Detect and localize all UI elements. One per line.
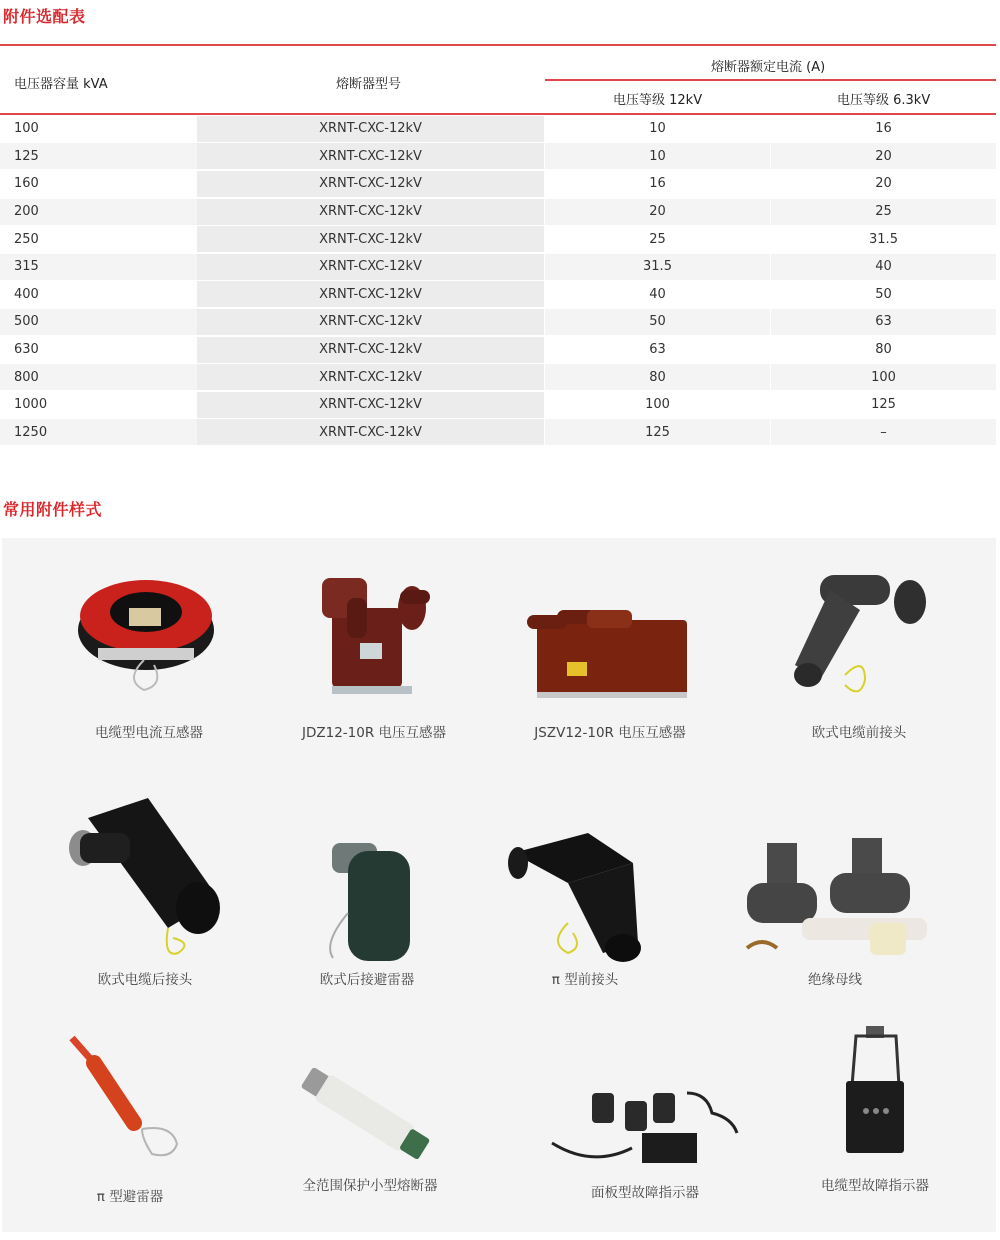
table-row <box>0 363 996 391</box>
accessory-caption: π 型避雷器 <box>96 1189 164 1205</box>
cell-capacity: 630 <box>0 337 197 363</box>
cell-12kv-current: 16 <box>545 171 770 197</box>
cell-12kv-current: 25 <box>545 226 770 252</box>
cell-12kv-current: 80 <box>545 364 770 390</box>
accessory-caption: JSZV12-10R 电压互感器 <box>534 725 686 741</box>
accessory-caption: 面板型故障指示器 <box>591 1185 699 1201</box>
cell-fuse-model: XRNT-CXC-12kV <box>197 309 544 335</box>
cell-6-3kv-current: 31.5 <box>771 226 996 252</box>
cell-capacity: 125 <box>0 143 197 169</box>
cell-6-3kv-current: – <box>771 419 996 445</box>
accessory-caption: 电缆型故障指示器 <box>821 1178 929 1194</box>
cell-fuse-model: XRNT-CXC-12kV <box>197 337 544 363</box>
cell-capacity: 800 <box>0 364 197 390</box>
cell-12kv-current: 100 <box>545 392 770 418</box>
accessory-caption: 欧式电缆后接头 <box>97 972 193 988</box>
accessory-card-4 <box>759 721 959 741</box>
insulated-busbar-image <box>742 838 932 963</box>
accessory-card-9 <box>30 1185 230 1205</box>
section-title-accessory-table: 附件选配表 <box>3 7 86 26</box>
accessory-caption: 绝缘母线 <box>808 972 862 988</box>
cell-6-3kv-current: 20 <box>771 143 996 169</box>
accessory-card-5 <box>45 968 245 988</box>
table-row <box>0 115 996 143</box>
fuse-selection-table <box>0 44 996 446</box>
table-row <box>0 281 996 309</box>
table-row <box>0 419 996 447</box>
table-row <box>0 336 996 364</box>
header-fuse-model: 熔断器型号 <box>336 77 402 92</box>
header-12kv: 电压等级 12kV <box>613 93 703 108</box>
accessory-card-6 <box>267 968 467 988</box>
accessory-caption: π 型前接头 <box>551 972 619 988</box>
header-capacity: 电压器容量 kVA <box>14 77 108 92</box>
accessory-card-7 <box>485 968 685 988</box>
cell-12kv-current: 20 <box>545 199 770 225</box>
cell-capacity: 500 <box>0 309 197 335</box>
accessory-caption: 欧式电缆前接头 <box>811 725 907 741</box>
cell-fuse-model: XRNT-CXC-12kV <box>197 364 544 390</box>
cable-current-transformer-image <box>74 568 224 698</box>
cell-6-3kv-current: 50 <box>771 281 996 307</box>
cell-12kv-current: 63 <box>545 337 770 363</box>
table-row <box>0 170 996 198</box>
cell-fuse-model: XRNT-CXC-12kV <box>197 116 544 142</box>
table-row <box>0 391 996 419</box>
cell-12kv-current: 50 <box>545 309 770 335</box>
panel-fault-indicator-image <box>547 1083 742 1173</box>
jszv-voltage-transformer-image <box>527 600 692 700</box>
cell-capacity: 400 <box>0 281 197 307</box>
cell-capacity: 160 <box>0 171 197 197</box>
cell-6-3kv-current: 40 <box>771 254 996 280</box>
accessory-caption: JDZ12-10R 电压互感器 <box>301 725 447 741</box>
cell-12kv-current: 31.5 <box>545 254 770 280</box>
cell-capacity: 200 <box>0 199 197 225</box>
euro-rear-connector-image <box>68 798 223 963</box>
pi-arrester-image <box>64 1033 194 1168</box>
cell-6-3kv-current: 100 <box>771 364 996 390</box>
cell-12kv-current: 10 <box>545 116 770 142</box>
cell-capacity: 315 <box>0 254 197 280</box>
header-rated-current: 熔断器额定电流 (A) <box>711 60 826 75</box>
cell-6-3kv-current: 63 <box>771 309 996 335</box>
table-body <box>0 115 996 446</box>
section-title-common-accessories: 常用附件样式 <box>3 500 103 519</box>
table-row <box>0 143 996 171</box>
cell-capacity: 100 <box>0 116 197 142</box>
full-range-fuse-image <box>296 1068 441 1163</box>
accessory-caption: 欧式后接避雷器 <box>319 972 415 988</box>
accessory-caption: 全范围保护小型熔断器 <box>302 1178 438 1194</box>
pi-front-connector-image <box>508 823 643 963</box>
cell-fuse-model: XRNT-CXC-12kV <box>197 392 544 418</box>
table-header <box>0 46 996 113</box>
cell-6-3kv-current: 125 <box>771 392 996 418</box>
accessory-gallery <box>2 538 996 1232</box>
cell-6-3kv-current: 25 <box>771 199 996 225</box>
cell-fuse-model: XRNT-CXC-12kV <box>197 143 544 169</box>
accessory-card-8 <box>735 968 935 988</box>
accessory-card-11 <box>545 1181 745 1201</box>
accessory-card-12 <box>775 1174 975 1194</box>
accessory-card-1 <box>49 721 249 741</box>
cell-fuse-model: XRNT-CXC-12kV <box>197 199 544 225</box>
header-sub-rule <box>545 79 996 81</box>
accessory-card-10 <box>270 1174 470 1194</box>
accessory-caption: 电缆型电流互感器 <box>95 725 203 741</box>
cell-fuse-model: XRNT-CXC-12kV <box>197 419 544 445</box>
cell-fuse-model: XRNT-CXC-12kV <box>197 226 544 252</box>
table-row <box>0 253 996 281</box>
table-row <box>0 308 996 336</box>
table-row <box>0 225 996 253</box>
cell-fuse-model: XRNT-CXC-12kV <box>197 171 544 197</box>
cell-6-3kv-current: 20 <box>771 171 996 197</box>
cell-capacity: 1250 <box>0 419 197 445</box>
cell-capacity: 250 <box>0 226 197 252</box>
cell-12kv-current: 125 <box>545 419 770 445</box>
cell-6-3kv-current: 80 <box>771 337 996 363</box>
jdz-voltage-transformer-image <box>312 578 442 713</box>
cell-fuse-model: XRNT-CXC-12kV <box>197 281 544 307</box>
cell-12kv-current: 40 <box>545 281 770 307</box>
accessory-card-2 <box>274 721 474 741</box>
cable-fault-indicator-image <box>844 1026 908 1156</box>
header-6-3kv: 电压等级 6.3kV <box>837 93 931 108</box>
accessory-card-3 <box>510 721 710 741</box>
cell-12kv-current: 10 <box>545 143 770 169</box>
table-row <box>0 198 996 226</box>
euro-front-connector-image <box>790 570 930 700</box>
cell-6-3kv-current: 16 <box>771 116 996 142</box>
cell-fuse-model: XRNT-CXC-12kV <box>197 254 544 280</box>
cell-capacity: 1000 <box>0 392 197 418</box>
euro-rear-arrester-image <box>320 843 420 963</box>
